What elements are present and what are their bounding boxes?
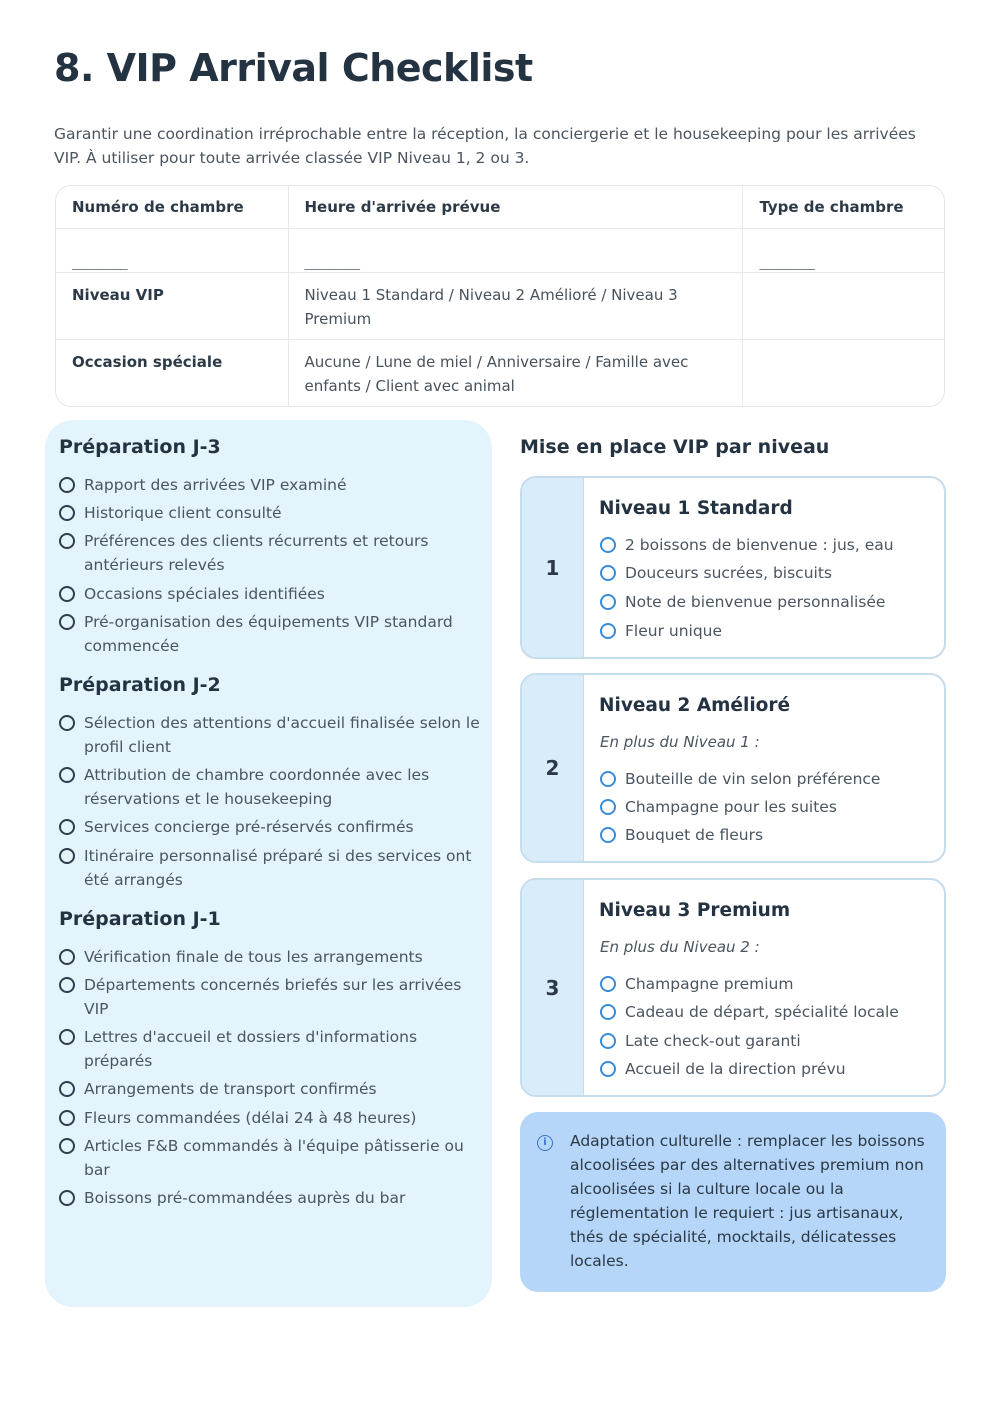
preparation-panel (45, 420, 492, 1307)
checklist-item[interactable]: Rapport des arrivées VIP examiné (59, 473, 484, 497)
page-title: 8. VIP Arrival Checklist (54, 46, 533, 90)
checkbox-circle-icon[interactable] (600, 976, 616, 992)
checklist-item[interactable]: Itinéraire personnalisé préparé si des services ont été arrangés (59, 844, 484, 892)
checkbox-circle-icon[interactable] (59, 1190, 75, 1206)
checklist-item[interactable]: Lettres d'accueil et dossiers d'informations préparés (59, 1025, 484, 1073)
tier-item[interactable]: Champagne pour les suites (600, 797, 837, 817)
checklist-item[interactable]: Départements concernés briefés sur les arrivées VIP (59, 973, 484, 1021)
tier-number: 1 (522, 478, 584, 657)
row-extra-vip-level (742, 273, 944, 339)
intro-text: Garantir une coordination irréprochable entre la réception, la conciergerie et le housekeeping pour les arrivées VIP. À utiliser pour toute arrivée classée VIP Niveau 1, 2 ou 3. (54, 125, 916, 167)
checkbox-circle-icon[interactable] (59, 614, 75, 630)
section-title-j2: Préparation J-2 (59, 674, 221, 696)
tiers-title: Mise en place VIP par niveau (520, 436, 830, 458)
blank-line: __________ (759, 256, 815, 270)
tier-name: Niveau 3 Premium (599, 900, 791, 921)
table-row (56, 339, 944, 406)
checkbox-circle-icon[interactable] (59, 1081, 75, 1097)
tier-item[interactable]: Bouquet de fleurs (600, 825, 763, 845)
checkbox-circle-icon[interactable] (600, 1004, 616, 1020)
checklist-item[interactable]: Articles F&B commandés à l'équipe pâtisserie ou bar (59, 1134, 484, 1182)
header-room-number: Numéro de chambre (72, 198, 244, 216)
checkbox-circle-icon[interactable] (59, 505, 75, 521)
section-title-j3: Préparation J-3 (59, 436, 221, 458)
checkbox-circle-icon[interactable] (59, 477, 75, 493)
tier-number: 2 (522, 675, 584, 861)
tier-item[interactable]: Champagne premium (600, 974, 793, 994)
section-title-j1: Préparation J-1 (59, 908, 221, 930)
checkbox-circle-icon[interactable] (600, 565, 616, 581)
checklist-item[interactable]: Sélection des attentions d'accueil finalisée selon le profil client (59, 711, 484, 759)
checklist-item[interactable]: Boissons pré-commandées auprès du bar (59, 1186, 484, 1210)
tier-item[interactable]: Note de bienvenue personnalisée (600, 592, 885, 612)
checkbox-circle-icon[interactable] (59, 1138, 75, 1154)
tier-item[interactable]: Bouteille de vin selon préférence (600, 769, 880, 789)
row-value-vip-level: Niveau 1 Standard / Niveau 2 Amélioré / Niveau 3 Premium (288, 273, 743, 339)
checkbox-circle-icon[interactable] (59, 949, 75, 965)
checkbox-circle-icon[interactable] (600, 771, 616, 787)
info-table-header (56, 186, 944, 228)
tier-card-3 (520, 878, 946, 1097)
checkbox-circle-icon[interactable] (59, 715, 75, 731)
checkbox-circle-icon[interactable] (59, 848, 75, 864)
tier-card-1 (520, 476, 946, 659)
blank-line: __________ (72, 256, 127, 270)
tier-item[interactable]: Fleur unique (600, 621, 722, 641)
checkbox-circle-icon[interactable] (600, 623, 616, 639)
row-label-vip-level: Niveau VIP (72, 286, 164, 304)
blank-line: __________ (304, 256, 360, 270)
tier-item[interactable]: Accueil de la direction prévu (600, 1059, 846, 1079)
cultural-adaptation-note (520, 1112, 946, 1292)
checkbox-circle-icon[interactable] (59, 1110, 75, 1126)
info-table-blank-row (56, 228, 944, 272)
header-room-type: Type de chambre (742, 186, 944, 228)
tier-name: Niveau 2 Amélioré (599, 695, 791, 716)
info-icon: i (537, 1135, 553, 1151)
table-row (56, 272, 944, 339)
arrival-time-field[interactable] (288, 229, 743, 272)
room-number-field[interactable] (56, 229, 288, 272)
checkbox-circle-icon[interactable] (59, 533, 75, 549)
tier-item[interactable]: Late check-out garanti (600, 1031, 801, 1051)
tier-subtitle: En plus du Niveau 1 : (600, 733, 760, 751)
checkbox-circle-icon[interactable] (59, 977, 75, 993)
checklist-item[interactable]: Vérification finale de tous les arrangements (59, 945, 484, 969)
info-table (55, 185, 945, 407)
row-extra-occasion (742, 340, 944, 406)
tier-card-2 (520, 673, 946, 863)
checkbox-circle-icon[interactable] (600, 537, 616, 553)
checklist-item[interactable]: Pré-organisation des équipements VIP standard commencée (59, 610, 484, 658)
checkbox-circle-icon[interactable] (59, 767, 75, 783)
row-value-occasion: Aucune / Lune de miel / Anniversaire / Famille avec enfants / Client avec animal (288, 340, 743, 406)
checkbox-circle-icon[interactable] (600, 827, 616, 843)
header-arrival-time: Heure d'arrivée prévue (288, 186, 743, 228)
checkbox-circle-icon[interactable] (59, 819, 75, 835)
tier-name: Niveau 1 Standard (599, 498, 793, 519)
tier-item[interactable]: Cadeau de départ, spécialité locale (600, 1002, 899, 1022)
checklist-item[interactable]: Historique client consulté (59, 501, 484, 525)
checkbox-circle-icon[interactable] (600, 1033, 616, 1049)
checklist-item[interactable]: Services concierge pré-réservés confirmés (59, 815, 484, 839)
tier-subtitle: En plus du Niveau 2 : (600, 938, 760, 956)
checkbox-circle-icon[interactable] (600, 799, 616, 815)
checklist-item[interactable]: Préférences des clients récurrents et retours antérieurs relevés (59, 529, 484, 577)
row-label-occasion: Occasion spéciale (72, 353, 223, 371)
checklist-item[interactable]: Occasions spéciales identifiées (59, 582, 484, 606)
checkbox-circle-icon[interactable] (600, 594, 616, 610)
checkbox-circle-icon[interactable] (600, 1061, 616, 1077)
checkbox-circle-icon[interactable] (59, 586, 75, 602)
checklist-item[interactable]: Fleurs commandées (délai 24 à 48 heures) (59, 1106, 484, 1130)
tier-item[interactable]: Douceurs sucrées, biscuits (600, 563, 832, 583)
checklist-item[interactable]: Attribution de chambre coordonnée avec les réservations et le housekeeping (59, 763, 484, 811)
room-type-field[interactable] (742, 229, 944, 272)
tier-number: 3 (522, 880, 584, 1095)
tier-item[interactable]: 2 boissons de bienvenue : jus, eau (600, 535, 894, 555)
checklist-item[interactable]: Arrangements de transport confirmés (59, 1077, 484, 1101)
note-text: Adaptation culturelle : remplacer les boissons alcoolisées par des alternatives premium non alcoolisées si la culture locale ou la réglementation le requiert : jus artisanaux, thés de spécialité, mocktails, délicatesses locales. (570, 1132, 925, 1270)
checkbox-circle-icon[interactable] (59, 1029, 75, 1045)
